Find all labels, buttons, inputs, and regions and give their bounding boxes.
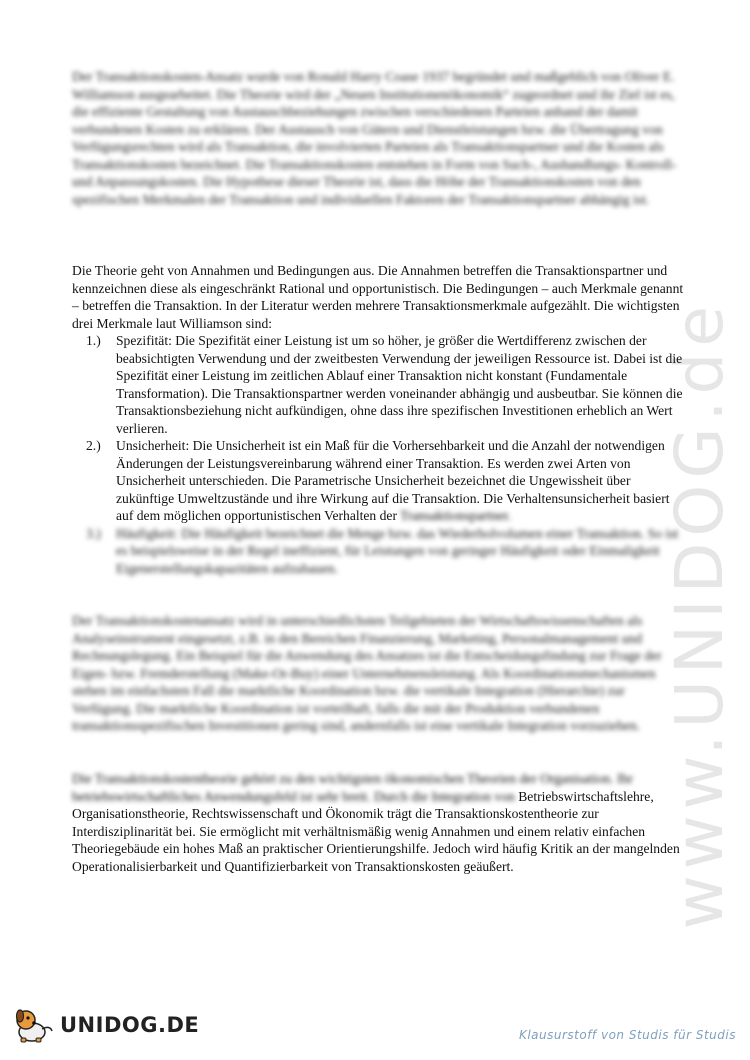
logo-text: UNIDOG.DE	[60, 1013, 200, 1037]
characteristics-list	[72, 332, 684, 577]
application-paragraph: Der Transaktionskostenansatz wird in unterschiedlichsten Teilgebieten der Wirtschaftswissenschaften als Analyseinstrument eingesetzt, z.B. in den Bereichen Finanzierung, Marketing, Personalmanagement und Rechnungslegung. Ein Beispiel für die Anwendung des Ansatzes ist die Entscheidungsfindung zur Frage der Eigen- bzw. Fremderstellung (Make-Or-Buy) einer Unternehmensleistung. Als Koordinationsmechanismen stehen im einfachsten Fall die marktliche Koordination bzw. die vertikale Integration (Hierarchie) zur Verfügung. Die marktliche Koordination ist vorteilhaft, falls die mit der Produktion verbundenen transaktionsspezifischen Investitionen gering sind, andernfalls ist eine vertikale Integration vorzuziehen.	[72, 613, 662, 733]
list-number: 2.)	[86, 438, 101, 453]
footer-tagline: Klausurstoff von Studis für Studis	[518, 1028, 736, 1042]
conclusion-text: Betriebswirtschaftslehre, Organisationstheorie, Rechtswissenschaft und Ökonomik trägt die Transaktionskostentheorie zur Interdisziplinarität bei. Sie ermöglicht mit verhältnismäßig wenig Annahmen und einem relativ einfachen Theoriegebäude ein hohes Maß an praktischer Orientierungshilfe. Jedoch wird häufig Kritik an der mangelnden Operationalisierbarkeit und Quantifizierbarkeit von Transaktionskosten geäußert.	[72, 788, 680, 874]
conclusion-paragraph	[72, 770, 684, 875]
conclusion-blurred-text: Die Transaktionskostentheorie gehört zu den wichtigsten ökonomischen Theorien der Organisation. Ihr betriebswirtschaftliches Anwendungsfeld ist sehr breit. Durch die Integration von	[72, 771, 633, 804]
list-item	[72, 332, 684, 437]
list-text: Spezifität: Die Spezifität einer Leistung ist um so höher, je größer die Wertdifferenz zwischen der beabsichtigten Verwendung und der zweitbesten Verwendung der jeweiligen Ressource ist. Dabei ist die Spezifität einer Leistung im zeitlichen Ablauf einer Transaktion nicht konstant (Fundamentale Transformation). Die Transaktionspartner werden voneinander abhängig und ausbeutbar. Sie können die Transaktionsbeziehung nicht aufkündigen, ohne dass ihre spezifischen Investitionen erheblich an Wert verlieren.	[116, 333, 683, 436]
watermark: www.UNIDOG.de	[661, 300, 738, 930]
list-text: Häufigkeit: Die Häufigkeit bezeichnet die Menge bzw. das Wiederholvolumen einer Transaktion. So ist es beispielsweise in der Regel ineffizient, für Leistungen von geringer Häufigkeit oder Einmaligkeit Eigenerstellungskapazitäten aufzubauen.	[116, 525, 679, 576]
list-text: Unsicherheit: Die Unsicherheit ist ein Maß für die Vorhersehbarkeit und die Anzahl der notwendigen Änderungen der Leistungsvereinbarung während einer Transaktion. Es werden zwei Arten von Unsicherheit unterschieden. Die Parametrische Unsicherheit bezeichnet die Ungewissheit über zukünftige Umweltzustände und ihre Wirkung auf die Transaktion. Die Verhaltensunsicherheit basiert auf dem möglichen opportunistischen Verhalten der	[116, 438, 670, 523]
intro-paragraph: Der Transaktionskosten-Ansatz wurde von Ronald Harry Coase 1937 begründet und maßgeblich von Oliver E. Williamson ausgearbeitet. Die Theorie wird der „Neuen Institutionenökonomik“ zugeordnet und ihr Ziel ist es, die effiziente Gestaltung von Austauschbeziehungen zwischen verschiedenen Parteien anhand der damit verbundenen Kosten zu erklären. Der Austausch von Gütern und Dienstleistungen bzw. die Übertragung von Verfügungsrechten wird als Transaktion, die involvierten Parteien als Transaktionspartner und die Kosten als Transaktionskosten bezeichnet. Die Transaktionskosten entstehen in Form von Such-, Aushandlungs- Kontroll- und Anpassungskosten. Die Hypothese dieser Theorie ist, dass die Höhe der Transaktionskosten von den spezifischen Merkmalen der Transaktion und individuellen Faktoren der Transaktionspartner abhängig ist.	[72, 69, 677, 207]
list-item	[72, 525, 684, 578]
theory-section	[72, 262, 684, 577]
list-number: 1.)	[86, 333, 101, 348]
list-item	[72, 437, 684, 525]
list-number: 3.)	[86, 525, 101, 541]
list-text-blurred: Transaktionspartner.	[400, 508, 512, 523]
dog-icon	[14, 1005, 58, 1045]
unidog-logo[interactable]	[14, 1005, 199, 1045]
theory-paragraph: Die Theorie geht von Annahmen und Bedingungen aus. Die Annahmen betreffen die Transaktionspartner und kennzeichnen diese als eingeschränkt Rational und opportunistisch. Die Bedingungen – auch Merkmale genannt – betreffen die Transaktion. In der Literatur werden mehrere Transaktionsmerkmale aufgezählt. Die wichtigsten drei Merkmale laut Williamson sind:	[72, 263, 684, 331]
